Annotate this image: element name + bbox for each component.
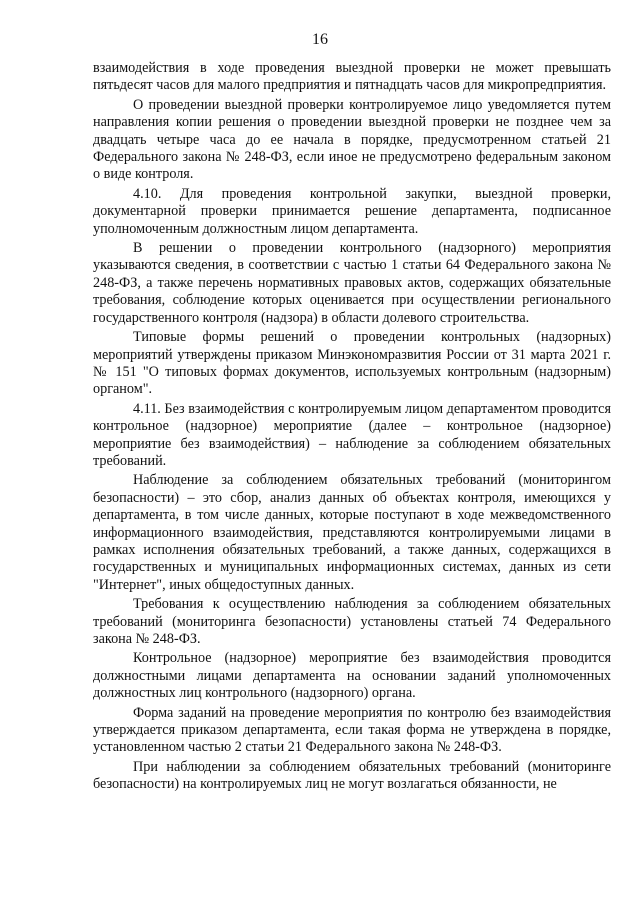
paragraph: 4.11. Без взаимодействия с контролируемым лицом департаментом проводится контрольное (надзорное) мероприятие (далее – контрольное (надзорное) мероприятие без взаимодействия) – наблюдение за соблюдением обязательных требований. (93, 400, 611, 469)
page-number: 16 (312, 31, 328, 48)
paragraph: Требования к осуществлению наблюдения за соблюдением обязательных требований (мониторинга безопасности) установлены статьей 74 Федерального закона № 248-ФЗ. (93, 596, 611, 647)
paragraph: Типовые формы решений о проведении контрольных (надзорных) мероприятий утверждены приказом Минэкономразвития России от 31 марта 2021 г. № 151 "О типовых формах документов, используемых контрольным (надзорным) органом". (93, 329, 611, 398)
paragraph: Форма заданий на проведение мероприятия по контролю без взаимодействия утверждается приказом департамента, если такая форма не утверждена в порядке, установленном частью 2 статьи 21 Федерального закона № 248-ФЗ. (93, 704, 611, 756)
paragraph: О проведении выездной проверки контролируемое лицо уведомляется путем направления копии решения о проведении выездной проверки не позднее чем за двадцать четыре часа до ее начала в порядке, предусмотренном статьей 21 Федерального закона № 248-ФЗ, если иное не предусмотрено федеральным законом о виде контроля. (93, 96, 611, 183)
document-body (93, 60, 611, 796)
paragraph: При наблюдении за соблюдением обязательных требований (мониторинге безопасности) на контролируемых лиц не могут возлагаться обязанности, не (93, 758, 611, 793)
paragraph: Наблюдение за соблюдением обязательных требований (мониторингом безопасности) – это сбор, анализ данных об объектах контроля, имеющихся у департамента, в том числе данных, которые поступают в ходе межведомственного информационного взаимодействия, представляются контролируемыми лицами в рамках исполнения обязательных требований, а также данных, содержащихся в государственных и муниципальных информационных системах, данных из сети "Интернет", иных общедоступных данных. (93, 472, 611, 593)
paragraph: Контрольное (надзорное) мероприятие без взаимодействия проводится должностными лицами департамента на основании заданий уполномоченных должностных лиц контрольного (надзорного) органа. (93, 650, 611, 702)
paragraph: 4.10. Для проведения контрольной закупки, выездной проверки, документарной проверки принимается решение департамента, подписанное уполномоченным должностным лицом департамента. (93, 185, 611, 237)
paragraph: взаимодействия в ходе проведения выездной проверки не может превышать пятьдесят часов для малого предприятия и пятнадцать часов для микропредприятия. (93, 60, 611, 94)
paragraph: В решении о проведении контрольного (надзорного) мероприятия указываются сведения, в соответствии с частью 1 статьи 64 Федерального закона № 248-ФЗ, а также перечень нормативных правовых актов, содержащих обязательные требования, соблюдение которых оценивается при осуществлении регионального государственного контроля (надзора) в области долевого строительства. (93, 240, 611, 326)
